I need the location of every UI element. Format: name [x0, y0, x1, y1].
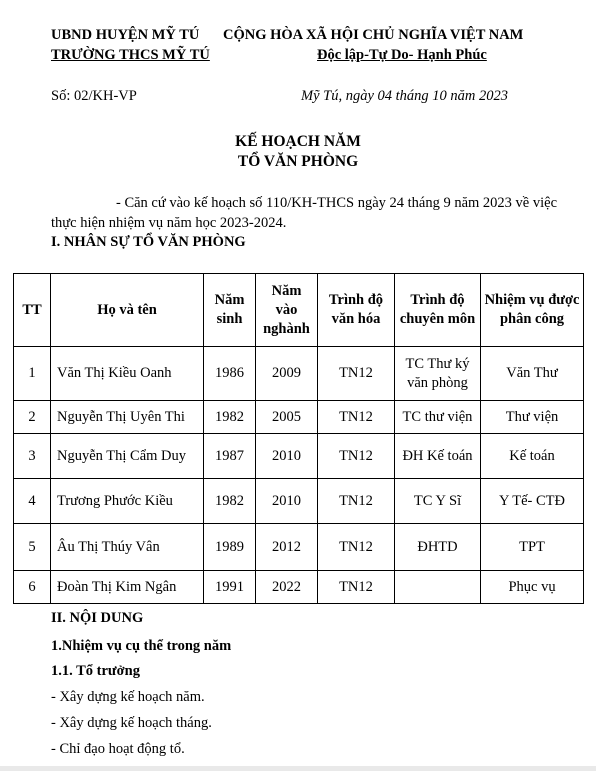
header-tt: TT — [14, 274, 51, 347]
cell-tt: 2 — [14, 401, 51, 434]
title-line-1: KẾ HOẠCH NĂM — [235, 133, 361, 150]
header-start-year: Năm vào nghành — [256, 274, 318, 347]
cell-birth-year: 1991 — [204, 571, 256, 604]
cell-start-year: 2022 — [256, 571, 318, 604]
cell-birth-year: 1982 — [204, 401, 256, 434]
header-education: Trình độ văn hóa — [318, 274, 395, 347]
cell-tt: 1 — [14, 347, 51, 401]
cell-qualification: ĐHTD — [395, 524, 481, 571]
section-2-heading: II. NỘI DUNG — [51, 610, 144, 626]
cell-qualification: TC thư viện — [395, 401, 481, 434]
cell-start-year: 2012 — [256, 524, 318, 571]
cell-education: TN12 — [318, 401, 395, 434]
doc-number: Số: 02/KH-VP — [51, 88, 137, 104]
header-name: Họ và tên — [51, 274, 204, 347]
bullet-item: - Xây dựng kế hoạch tháng. — [51, 715, 212, 731]
cell-name: Nguyễn Thị Cẩm Duy — [51, 434, 204, 479]
place-date: Mỹ Tú, ngày 04 tháng 10 năm 2023 — [301, 88, 509, 104]
cell-education: TN12 — [318, 571, 395, 604]
cell-name: Đoàn Thị Kim Ngân — [51, 571, 204, 604]
cell-assignment: Y Tế- CTĐ — [481, 479, 584, 524]
cell-start-year: 2005 — [256, 401, 318, 434]
cell-qualification: ĐH Kế toán — [395, 434, 481, 479]
cell-start-year: 2010 — [256, 434, 318, 479]
header-birth-year: Năm sinh — [204, 274, 256, 347]
nation-line-2: Độc lập-Tự Do- Hạnh Phúc — [317, 47, 487, 63]
table-row — [14, 347, 584, 401]
cell-name: Trương Phước Kiều — [51, 479, 204, 524]
subsection-1-heading: 1.Nhiệm vụ cụ thể trong năm — [51, 638, 232, 654]
cell-name: Âu Thị Thúy Vân — [51, 524, 204, 571]
cell-tt: 3 — [14, 434, 51, 479]
header-qualification: Trình độ chuyên môn — [395, 274, 481, 347]
cell-name: Văn Thị Kiều Oanh — [51, 347, 204, 401]
cell-start-year: 2010 — [256, 479, 318, 524]
header-assignment: Nhiệm vụ được phân công — [481, 274, 584, 347]
cell-birth-year: 1987 — [204, 434, 256, 479]
section-1-heading: I. NHÂN SỰ TỔ VĂN PHÒNG — [51, 234, 246, 250]
cell-name: Nguyễn Thị Uyên Thi — [51, 401, 204, 434]
table-row — [14, 479, 584, 524]
cell-birth-year: 1982 — [204, 479, 256, 524]
cell-start-year: 2009 — [256, 347, 318, 401]
org-line-1: UBND HUYỆN MỸ TÚ — [51, 27, 200, 43]
cell-assignment: TPT — [481, 524, 584, 571]
cell-assignment: Phục vụ — [481, 571, 584, 604]
table-header-row — [14, 274, 584, 347]
nation-line-1: CỘNG HÒA XÃ HỘI CHỦ NGHĨA VIỆT NAM — [223, 27, 524, 43]
cell-assignment: Thư viện — [481, 401, 584, 434]
intro-line-1: - Căn cứ vào kế hoạch số 110/KH-THCS ngày 24 tháng 9 năm 2023 về việc — [116, 195, 558, 211]
cell-tt: 4 — [14, 479, 51, 524]
staff-table — [13, 273, 584, 604]
cell-tt: 6 — [14, 571, 51, 604]
subsection-1-1-heading: 1.1. Tổ trưởng — [51, 663, 140, 679]
bullet-item: - Chỉ đạo hoạt động tổ. — [51, 741, 185, 757]
cell-education: TN12 — [318, 434, 395, 479]
cell-qualification: TC Y Sĩ — [395, 479, 481, 524]
cell-assignment: Kế toán — [481, 434, 584, 479]
table-row — [14, 524, 584, 571]
title-line-2: TỔ VĂN PHÒNG — [237, 153, 359, 170]
cell-qualification — [395, 571, 481, 604]
intro-line-2: thực hiện nhiệm vụ năm học 2023-2024. — [51, 215, 287, 231]
cell-education: TN12 — [318, 479, 395, 524]
cell-education: TN12 — [318, 347, 395, 401]
table-row — [14, 401, 584, 434]
table-row — [14, 571, 584, 604]
cell-birth-year: 1989 — [204, 524, 256, 571]
table-row — [14, 434, 584, 479]
cell-assignment: Văn Thư — [481, 347, 584, 401]
bullet-item: - Xây dựng kế hoạch năm. — [51, 689, 205, 705]
org-line-2: TRƯỜNG THCS MỸ TÚ — [51, 47, 210, 63]
cell-qualification: TC Thư ký văn phòng — [395, 347, 481, 401]
page-bottom-divider — [0, 766, 596, 771]
cell-birth-year: 1986 — [204, 347, 256, 401]
cell-tt: 5 — [14, 524, 51, 571]
cell-education: TN12 — [318, 524, 395, 571]
